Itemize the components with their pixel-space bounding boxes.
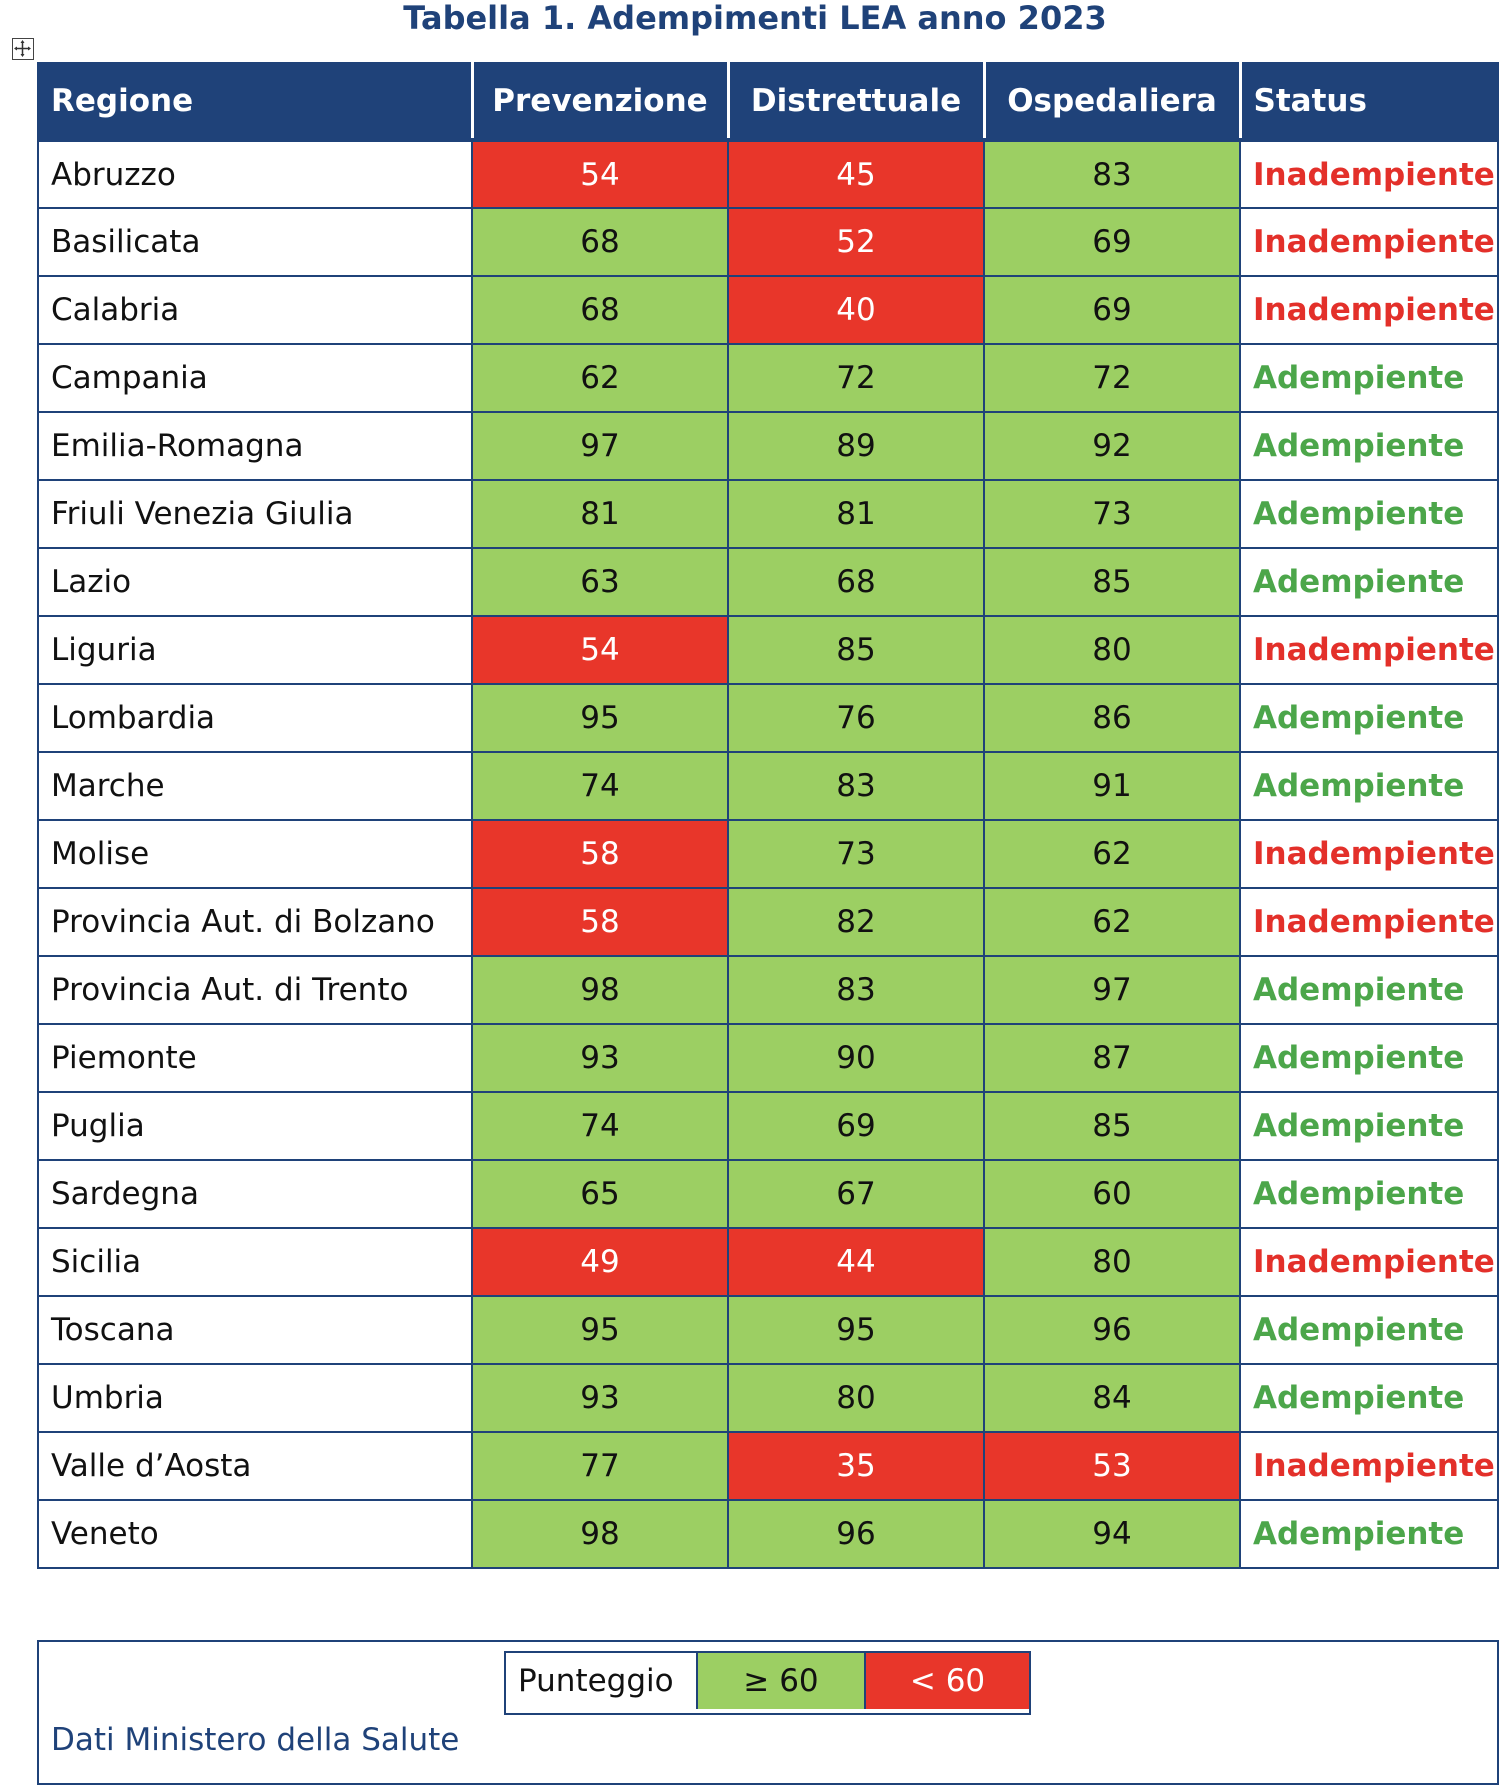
table-row xyxy=(38,1364,1498,1432)
score-prevenzione: 98 xyxy=(472,1500,728,1568)
status-label: Adempiente xyxy=(1240,956,1498,1024)
status-label: Inadempiente xyxy=(1240,140,1498,208)
score-ospedaliera: 86 xyxy=(984,684,1240,752)
region-name: Calabria xyxy=(38,276,472,344)
status-label: Adempiente xyxy=(1240,684,1498,752)
score-distrettuale: 35 xyxy=(728,1432,984,1500)
status-label: Adempiente xyxy=(1240,1364,1498,1432)
score-prevenzione: 65 xyxy=(472,1160,728,1228)
status-label: Inadempiente xyxy=(1240,208,1498,276)
status-label: Adempiente xyxy=(1240,1296,1498,1364)
status-label: Adempiente xyxy=(1240,548,1498,616)
score-ospedaliera: 73 xyxy=(984,480,1240,548)
score-distrettuale: 76 xyxy=(728,684,984,752)
score-ospedaliera: 62 xyxy=(984,888,1240,956)
score-distrettuale: 52 xyxy=(728,208,984,276)
score-distrettuale: 72 xyxy=(728,344,984,412)
region-name: Sardegna xyxy=(38,1160,472,1228)
table-row xyxy=(38,344,1498,412)
table-row xyxy=(38,1160,1498,1228)
score-prevenzione: 58 xyxy=(472,820,728,888)
score-prevenzione: 58 xyxy=(472,888,728,956)
table-row xyxy=(38,956,1498,1024)
status-label: Adempiente xyxy=(1240,752,1498,820)
status-label: Inadempiente xyxy=(1240,616,1498,684)
status-label: Inadempiente xyxy=(1240,820,1498,888)
header-status: Status xyxy=(1240,63,1498,140)
score-distrettuale: 80 xyxy=(728,1364,984,1432)
table-row xyxy=(38,752,1498,820)
table-row xyxy=(38,140,1498,208)
lea-table-wrapper xyxy=(37,62,1497,1569)
status-label: Adempiente xyxy=(1240,1500,1498,1568)
table-row xyxy=(38,1500,1498,1568)
table-title: Tabella 1. Adempimenti LEA anno 2023 xyxy=(403,0,1107,37)
region-name: Veneto xyxy=(38,1500,472,1568)
score-prevenzione: 95 xyxy=(472,1296,728,1364)
region-name: Lazio xyxy=(38,548,472,616)
score-ospedaliera: 96 xyxy=(984,1296,1240,1364)
status-label: Inadempiente xyxy=(1240,1432,1498,1500)
table-row xyxy=(38,684,1498,752)
status-label: Adempiente xyxy=(1240,412,1498,480)
score-prevenzione: 54 xyxy=(472,140,728,208)
region-name: Marche xyxy=(38,752,472,820)
score-distrettuale: 73 xyxy=(728,820,984,888)
table-row xyxy=(38,548,1498,616)
score-ospedaliera: 72 xyxy=(984,344,1240,412)
score-distrettuale: 45 xyxy=(728,140,984,208)
score-distrettuale: 81 xyxy=(728,480,984,548)
score-prevenzione: 93 xyxy=(472,1364,728,1432)
table-row xyxy=(38,412,1498,480)
table-move-handle-icon[interactable] xyxy=(12,38,34,60)
score-distrettuale: 90 xyxy=(728,1024,984,1092)
score-distrettuale: 67 xyxy=(728,1160,984,1228)
score-distrettuale: 95 xyxy=(728,1296,984,1364)
score-distrettuale: 44 xyxy=(728,1228,984,1296)
score-ospedaliera: 92 xyxy=(984,412,1240,480)
score-prevenzione: 68 xyxy=(472,276,728,344)
table-row xyxy=(38,616,1498,684)
score-ospedaliera: 91 xyxy=(984,752,1240,820)
region-name: Liguria xyxy=(38,616,472,684)
score-prevenzione: 54 xyxy=(472,616,728,684)
score-ospedaliera: 53 xyxy=(984,1432,1240,1500)
score-prevenzione: 74 xyxy=(472,1092,728,1160)
score-ospedaliera: 80 xyxy=(984,616,1240,684)
region-name: Lombardia xyxy=(38,684,472,752)
table-row xyxy=(38,888,1498,956)
score-prevenzione: 93 xyxy=(472,1024,728,1092)
table-row xyxy=(38,1296,1498,1364)
status-label: Adempiente xyxy=(1240,1160,1498,1228)
table-row xyxy=(38,820,1498,888)
header-distrettuale: Distrettuale xyxy=(728,63,984,140)
score-distrettuale: 69 xyxy=(728,1092,984,1160)
score-ospedaliera: 84 xyxy=(984,1364,1240,1432)
region-name: Provincia Aut. di Trento xyxy=(38,956,472,1024)
score-ospedaliera: 87 xyxy=(984,1024,1240,1092)
status-label: Inadempiente xyxy=(1240,1228,1498,1296)
score-prevenzione: 63 xyxy=(472,548,728,616)
region-name: Abruzzo xyxy=(38,140,472,208)
score-legend xyxy=(504,1651,1031,1715)
table-row xyxy=(38,208,1498,276)
score-distrettuale: 40 xyxy=(728,276,984,344)
score-prevenzione: 95 xyxy=(472,684,728,752)
score-prevenzione: 98 xyxy=(472,956,728,1024)
table-footer xyxy=(37,1640,1499,1785)
region-name: Campania xyxy=(38,344,472,412)
region-name: Emilia-Romagna xyxy=(38,412,472,480)
score-prevenzione: 77 xyxy=(472,1432,728,1500)
region-name: Friuli Venezia Giulia xyxy=(38,480,472,548)
score-ospedaliera: 69 xyxy=(984,276,1240,344)
data-source-note: Dati Ministero della Salute xyxy=(51,1722,460,1758)
table-body xyxy=(38,140,1498,1568)
score-ospedaliera: 60 xyxy=(984,1160,1240,1228)
score-ospedaliera: 80 xyxy=(984,1228,1240,1296)
score-distrettuale: 85 xyxy=(728,616,984,684)
header-regione: Regione xyxy=(38,63,472,140)
region-name: Umbria xyxy=(38,1364,472,1432)
region-name: Toscana xyxy=(38,1296,472,1364)
status-label: Inadempiente xyxy=(1240,888,1498,956)
score-ospedaliera: 83 xyxy=(984,140,1240,208)
legend-label: Punteggio xyxy=(506,1653,698,1709)
score-distrettuale: 96 xyxy=(728,1500,984,1568)
table-row xyxy=(38,480,1498,548)
table-row xyxy=(38,1024,1498,1092)
table-row xyxy=(38,276,1498,344)
table-header-row xyxy=(38,63,1498,140)
score-prevenzione: 81 xyxy=(472,480,728,548)
table-row xyxy=(38,1092,1498,1160)
score-ospedaliera: 62 xyxy=(984,820,1240,888)
region-name: Puglia xyxy=(38,1092,472,1160)
region-name: Molise xyxy=(38,820,472,888)
score-ospedaliera: 94 xyxy=(984,1500,1240,1568)
region-name: Piemonte xyxy=(38,1024,472,1092)
legend-fail-swatch: < 60 xyxy=(866,1653,1029,1709)
region-name: Sicilia xyxy=(38,1228,472,1296)
score-ospedaliera: 69 xyxy=(984,208,1240,276)
lea-table xyxy=(37,62,1499,1569)
score-ospedaliera: 85 xyxy=(984,1092,1240,1160)
score-ospedaliera: 85 xyxy=(984,548,1240,616)
status-label: Adempiente xyxy=(1240,480,1498,548)
score-distrettuale: 82 xyxy=(728,888,984,956)
header-ospedaliera: Ospedaliera xyxy=(984,63,1240,140)
score-prevenzione: 74 xyxy=(472,752,728,820)
score-prevenzione: 62 xyxy=(472,344,728,412)
score-prevenzione: 97 xyxy=(472,412,728,480)
table-row xyxy=(38,1432,1498,1500)
status-label: Inadempiente xyxy=(1240,276,1498,344)
score-distrettuale: 89 xyxy=(728,412,984,480)
score-distrettuale: 83 xyxy=(728,956,984,1024)
status-label: Adempiente xyxy=(1240,1092,1498,1160)
score-distrettuale: 83 xyxy=(728,752,984,820)
region-name: Provincia Aut. di Bolzano xyxy=(38,888,472,956)
table-row xyxy=(38,1228,1498,1296)
score-prevenzione: 49 xyxy=(472,1228,728,1296)
region-name: Valle d’Aosta xyxy=(38,1432,472,1500)
status-label: Adempiente xyxy=(1240,1024,1498,1092)
header-prevenzione: Prevenzione xyxy=(472,63,728,140)
legend-pass-swatch: ≥ 60 xyxy=(698,1653,866,1709)
region-name: Basilicata xyxy=(38,208,472,276)
score-prevenzione: 68 xyxy=(472,208,728,276)
score-ospedaliera: 97 xyxy=(984,956,1240,1024)
score-distrettuale: 68 xyxy=(728,548,984,616)
status-label: Adempiente xyxy=(1240,344,1498,412)
